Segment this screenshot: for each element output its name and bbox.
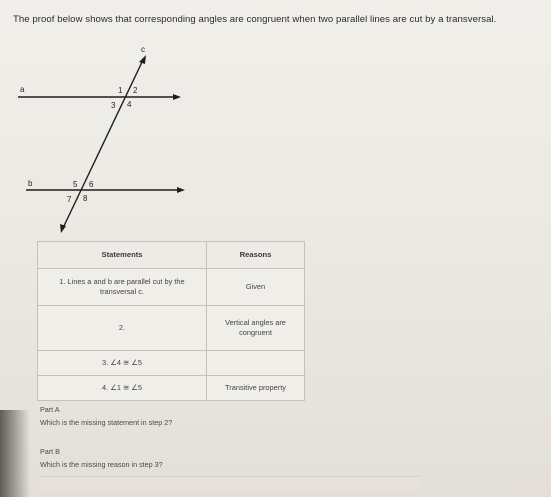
statements-header: Statements	[38, 242, 207, 269]
statement-cell: 3. ∠4 ≅ ∠5	[38, 351, 207, 376]
proof-header-row	[38, 242, 305, 269]
part-b-label: Part B	[40, 447, 60, 456]
statement-cell: 2.	[38, 306, 207, 351]
proof-row	[38, 351, 305, 376]
proof-table	[37, 241, 305, 401]
reason-cell: Transitive property	[207, 376, 305, 401]
page-edge-shadow	[0, 410, 30, 497]
label-b: b	[28, 179, 33, 188]
label-a: a	[20, 85, 25, 94]
statement-cell: 1. Lines a and b are parallel cut by the transversal c.	[38, 269, 207, 306]
angle-8: 8	[83, 194, 88, 203]
part-b-question: Which is the missing reason in step 3?	[40, 460, 163, 469]
angle-6: 6	[89, 180, 94, 189]
part-a-question: Which is the missing statement in step 2?	[40, 418, 173, 427]
line-a-arrow	[173, 94, 181, 100]
angle-7: 7	[67, 195, 72, 204]
proof-row	[38, 306, 305, 351]
intro-text: The proof below shows that corresponding angles are congruent when two parallel lines are cut by a transversal.	[13, 14, 497, 25]
angle-3: 3	[111, 101, 116, 110]
transversal-c-arrow	[139, 55, 146, 64]
angle-5: 5	[73, 180, 78, 189]
angle-4: 4	[127, 100, 132, 109]
label-c: c	[141, 45, 145, 54]
line-b-arrow	[177, 187, 185, 193]
transversal-c	[63, 60, 143, 228]
part-a-label: Part A	[40, 405, 60, 414]
angle-2: 2	[133, 86, 138, 95]
proof-row	[38, 376, 305, 401]
statement-cell: 4. ∠1 ≅ ∠5	[38, 376, 207, 401]
transversal-c-arrow-bottom	[60, 224, 66, 233]
reasons-header: Reasons	[207, 242, 305, 269]
reason-cell: Given	[207, 269, 305, 306]
reason-cell	[207, 351, 305, 376]
reason-cell: Vertical angles are congruent	[207, 306, 305, 351]
angle-1: 1	[118, 86, 123, 95]
proof-row	[38, 269, 305, 306]
answer-area[interactable]	[40, 476, 420, 491]
